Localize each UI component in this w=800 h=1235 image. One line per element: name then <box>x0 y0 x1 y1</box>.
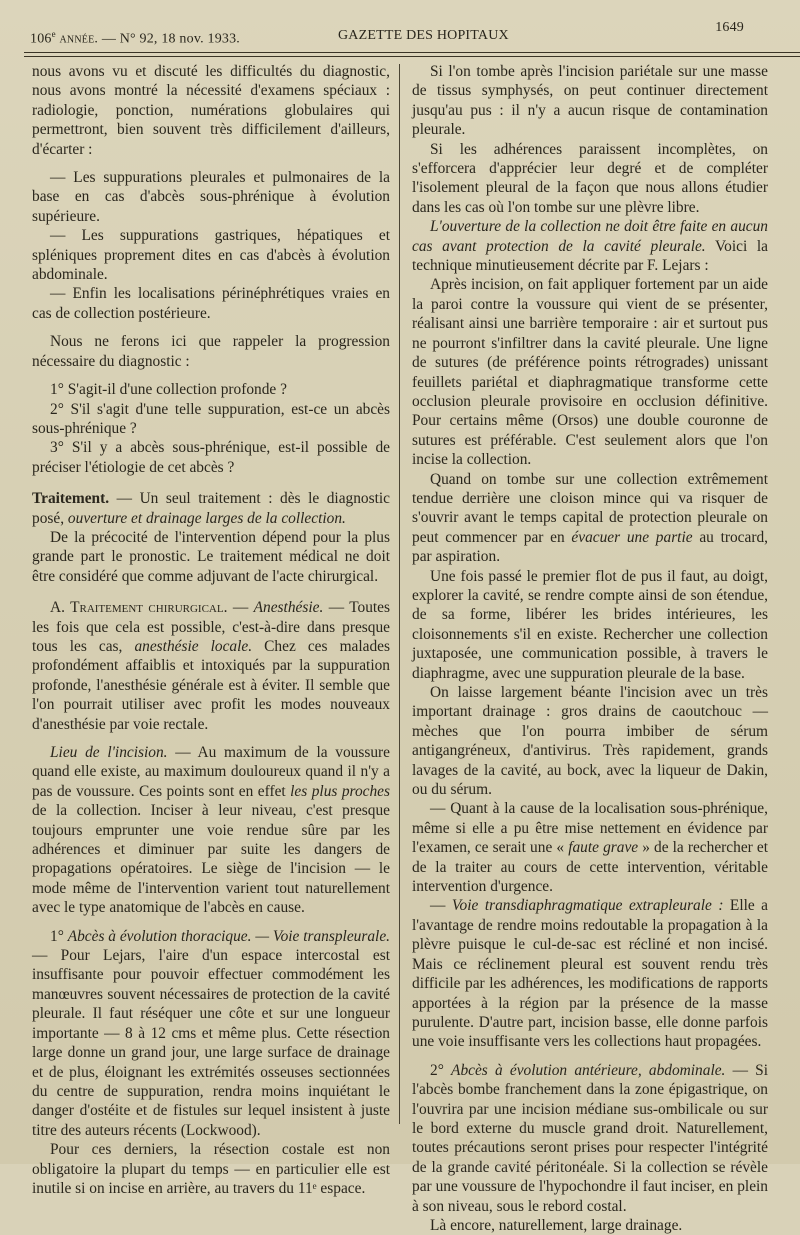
paragraph: 1° S'agit-il d'une collection profonde ? <box>50 381 287 399</box>
paragraph: Nous ne ferons ici que rappeler la progression nécessaire du diagnostic : <box>32 333 390 370</box>
header-page-number: 1649 <box>715 20 744 35</box>
paragraph: De la précocité de l'intervention dépend pour la plus grande part le pronostic. Le traitement médical ne doit être considéré que comme adjuvant de l'acte chirurgical. <box>32 528 390 585</box>
section-heading: A. Traitement chirurgical. <box>50 599 228 617</box>
paragraph: Une fois passé le premier flot de pus il faut, au doigt, explorer la cavité, se rendre compte ainsi de son étendue, de sa forme, libérer les brides intérieures, les cloisonnements s'il en existe. Rechercher une collection juxtaposée, une communication possible, à travers le diaphragme, avec une suppuration pleurale de la base. <box>412 567 768 682</box>
paragraph-traitement-chirurgical: A. Traitement chirurgical. — Anesthésie. — Toutes les fois que cela est possible, c'est-à-dire dans presque tous les cas, anesthésie locale. Chez ces malades profondément affaiblis et intoxiqués par la suppuration profonde, l'anesthésie générale est à éviter. Il semble que l'on pourrait utiliser avec profit les modes nouveaux d'anesthésie par voie rectale. <box>32 599 391 733</box>
header-issue: 106e année. — N° 92, 18 nov. 1933. <box>30 29 241 47</box>
paragraph-lieu-incision: Lieu de l'incision. — Au maximum de la voussure quand elle existe, au maximum douloureux quand il n'y a pas de voussure. Ces points sont en effet les plus proches de la collection. Inciser à leur niveau, c'est presque toujours emprunter une voie rendue sûre par les adhérences et diminuer par suite les dangers de propagations opératoires. Le siège de l'incision — le mode même de l'intervention varient tout naturellement avec le type anatomique de l'abcès en cause. <box>32 744 390 917</box>
paragraph: — Enfin les localisations périnéphrétiques vraies en cas de collection postérieure. <box>32 285 390 322</box>
right-column <box>412 62 769 1234</box>
paragraph: Si l'on tombe après l'incision pariétale sur une masse de tissus symphysés, on peut continuer directement jusqu'au pus : il n'y a aucun risque de contamination pleurale. <box>412 63 768 139</box>
paragraph-traitement: Traitement. — Un seul traitement : dès le diagnostic posé, ouverture et drainage larges de la collection. <box>32 490 390 527</box>
paragraph-faute-grave: — Quant à la cause de la localisation sous-phrénique, même si elle a pu être mise nettement en évidence par l'examen, ce serait une « faute grave » de la rechercher et de la traiter au cours de cette intervention, véritable intervention d'urgence. <box>412 800 768 896</box>
paragraph: 2° S'il s'agit d'une telle suppuration, est-ce un abcès sous-phrénique ? <box>32 400 390 437</box>
paragraph-ouverture: L'ouverture de la collection ne doit être faite en aucun cas avant protection de la cavité pleurale. Voici la technique minutieusement décrite par F. Lejars : <box>412 218 768 275</box>
paragraph: — Les suppurations pleurales et pulmonaires de la base en cas d'abcès sous-phrénique à évolution supérieure. <box>32 169 390 225</box>
header-rule-bottom <box>24 56 800 57</box>
paragraph: Si les adhérences paraissent incomplètes, on s'efforcera d'apprécier leur degré et de compléter l'isolement pleural de la façon que nous allons étudier dans les cas où l'on tombe sur une plèvre libre. <box>412 140 768 216</box>
left-column <box>32 62 391 1197</box>
header-rule-top <box>24 52 800 53</box>
paragraph: On laisse largement béante l'incision avec un très important drainage : gros drains de caoutchouc — mèches que l'on pourra imbiber de sérum antigangréneux, d'antivirus. Très rapidement, grands lavages de la cavité, au bock, avec la liqueur de Dakin, ou du sérum. <box>412 684 768 799</box>
paragraph-abces-thoracique: 1° Abcès à évolution thoracique. — Voie transpleurale. — Pour Lejars, l'aire d'un espace intercostal est insuffisante pour pouvoir effectuer commodément les manœuvres souvent nécessaires de protection de la cavité pleurale. Il faut réséquer une côte et sur une longueur importante — 8 à 12 cms et même plus. Cette résection large donne un grand jour, une large surface de drainage et de plus, éloignant les extrémités osseuses sectionnées du centre de suppuration, rendra moins inquiétant le danger d'ostéite et de fistules sur lequel insistent à juste titre des auteurs récents (Lockwood). <box>32 927 390 1139</box>
paragraph: Après incision, on fait appliquer fortement par un aide la paroi contre la voussure qui vient de se présenter, réalisant ainsi une barrière temporaire : air et surtout pus ne pourront s'infiltrer dans la cavité pleurale. Une ligne de sutures (de préférence points rétrogrades) unissant feuillets pariétal et diaphragmatique transforme cette occlusion pleurale provisoire en occlusion définitive. Pour certains même (Orsos) une double couronne de sutures est préférable. C'est seulement alors que l'on incise la collection. <box>412 276 768 469</box>
paragraph-voie-transdiaphragmatique: — Voie transdiaphragmatique extrapleurale : Elle a l'avantage de rendre moins redoutable la propagation à la plèvre puisque le cul-de-sac est récliné et non incisé. Mais ce réclinement pleural est souvent rendu très difficile par les adhérences, les modifications de rapports apportées à la région par la présence de la masse purulente. D'autre part, incision basse, elle donne parfois une voie insuffisante vers les collections haut propagées. <box>412 897 768 1051</box>
section-heading: Traitement. <box>32 490 110 508</box>
paragraph-abces-anterieur: 2° Abcès à évolution antérieure, abdominale. — Si l'abcès bombe franchement dans la zone épigastrique, on l'ouvrira par une incision médiane sus-ombilicale ou sur le bord externe du muscle grand droit. Naturellement, toutes précautions seront prises pour respecter l'intégrité de la grande cavité péritonéale. Si la collection se révèle par une voussure de l'hypochondre il faut inciser, en plein à son niveau, sous le rebord costal. <box>412 1061 769 1215</box>
page-header <box>30 20 778 50</box>
column-divider <box>399 64 400 1124</box>
paragraph: — Les suppurations gastriques, hépatiques et spléniques proprement dites en cas d'abcès à évolution abdominale. <box>32 227 390 284</box>
paragraph: 3° S'il y a abcès sous-phrénique, est-il possible de préciser l'étiologie de cet abcès ? <box>32 439 390 476</box>
header-journal-title: GAZETTE DES HOPITAUX <box>338 28 509 43</box>
paragraph-trocard: Quand on tombe sur une collection extrêmement tendue derrière une cloison mince qui va risquer de s'ouvrir avant le temps capital de protection pleurale on peut commencer par en évacuer une partie au trocard, par aspiration. <box>412 470 769 566</box>
paragraph: nous avons vu et discuté les difficultés du diagnostic, nous avons montré la nécessité d'examens spéciaux : radiologie, ponction, numérations globulaires qui permettront, bien souvent très difficilement d'ailleurs, d'écarter : <box>32 63 390 158</box>
paragraph: Là encore, naturellement, large drainage. <box>430 1216 683 1234</box>
paragraph: Pour ces derniers, la résection costale est non obligatoire la plupart du temps — en particulier elle est inutile si on incise en arrière, au travers du 11ᵉ espace. <box>32 1141 390 1197</box>
